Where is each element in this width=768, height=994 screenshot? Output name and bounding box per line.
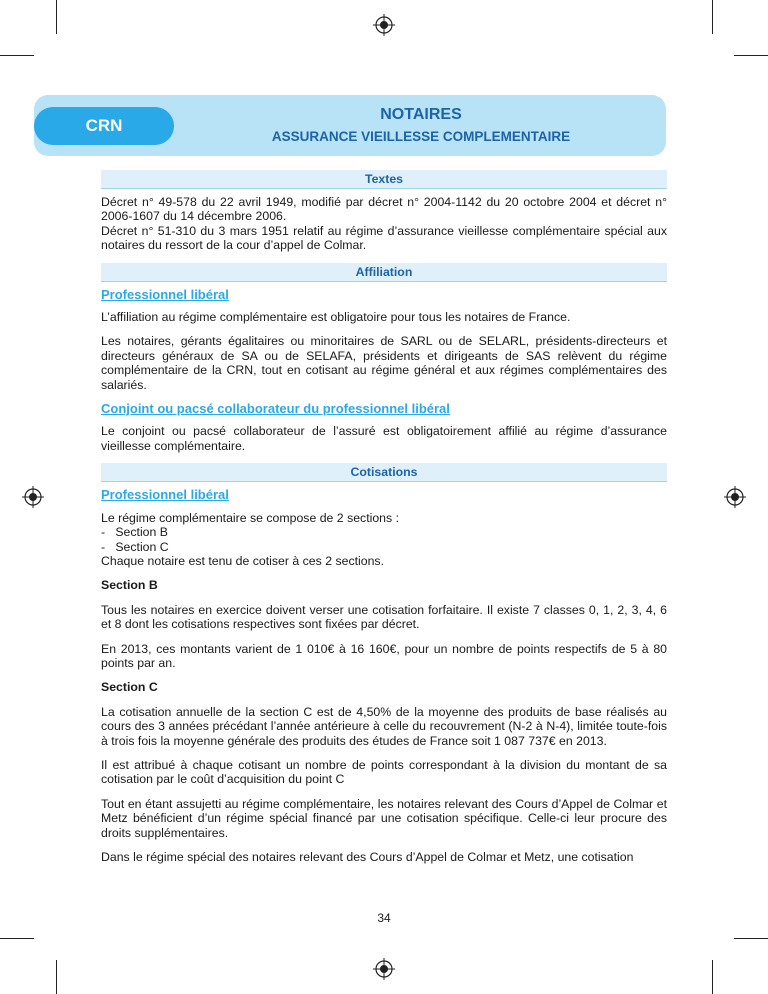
paragraph: Décret n° 51-310 du 3 mars 1951 relatif au régime d’assurance vieillesse complémentaire spécial aux notaires du ressort de la cour d’appel de Colmar. <box>101 223 667 253</box>
section-b-title: Section B <box>101 578 158 593</box>
list-item: - Section C <box>101 539 169 554</box>
paragraph: Le régime complémentaire se compose de 2 sections : <box>101 510 400 525</box>
paragraph: Chaque notaire est tenu de cotiser à ces 2 sections. <box>101 553 384 568</box>
paragraph: Tout en étant assujetti au régime complémentaire, les notaires relevant des Cours d’Appel de Colmar et Metz bénéficient d’un régime spécial financé par une cotisation spécifique. Celle-ci leur procure des droits supplémentaires. <box>101 796 667 840</box>
paragraph: L’affiliation au régime complémentaire est obligatoire pour tous les notaires de France. <box>101 310 571 325</box>
crop-mark <box>0 55 34 56</box>
crop-mark <box>712 960 713 994</box>
subheading-professionnel-liberal: Professionnel libéral <box>101 286 229 302</box>
list-item: - Section B <box>101 525 168 540</box>
crop-mark <box>712 0 713 34</box>
crop-mark <box>734 938 768 939</box>
registration-mark-icon <box>373 958 395 980</box>
crop-mark <box>56 0 57 34</box>
page-subtitle: ASSURANCE VIEILLESSE COMPLEMENTAIRE <box>271 129 571 144</box>
section-heading-affiliation: Affiliation <box>101 263 667 282</box>
section-heading-textes: Textes <box>101 170 667 189</box>
paragraph: Tous les notaires en exercice doivent verser une cotisation forfaitaire. Il existe 7 classes 0, 1, 2, 3, 4, 6 et 8 dont les cotisations respectives sont fixées par décret. <box>101 602 667 632</box>
crop-mark <box>56 960 57 994</box>
subheading-conjoint: Conjoint ou pacsé collaborateur du professionnel libéral <box>101 401 450 417</box>
registration-mark-icon <box>22 486 44 508</box>
crop-mark <box>0 938 34 939</box>
organisation-tag: CRN <box>34 107 174 145</box>
registration-mark-icon <box>724 486 746 508</box>
registration-mark-icon <box>373 14 395 36</box>
page-title: NOTAIRES <box>380 106 462 123</box>
crop-mark <box>734 55 768 56</box>
paragraph: Il est attribué à chaque cotisant un nombre de points correspondant à la division du montant de sa cotisation par le coût d’acquisition du point C <box>101 757 667 787</box>
paragraph: Décret n° 49-578 du 22 avril 1949, modifié par décret n° 2004-1142 du 20 octobre 2004 et décret n° 2006-1607 du 14 décembre 2006. <box>101 195 667 224</box>
paragraph: La cotisation annuelle de la section C est de 4,50% de la moyenne des produits de base réalisés au cours des 3 années précédant l’année antérieure à celle du recouvrement (N-2 à N-4), limitée toute-fois à trois fois la moyenne générale des produits des études de France soit 1 087 737€ en 2013. <box>101 704 667 748</box>
section-c-title: Section C <box>101 680 158 695</box>
paragraph: Dans le régime spécial des notaires relevant des Cours d’Appel de Colmar et Metz, une cotisation <box>101 850 634 864</box>
paragraph: Le conjoint ou pacsé collaborateur de l’assuré est obligatoirement affilié au régime d’assurance vieillesse complémentaire. <box>101 424 667 453</box>
page-number: 34 <box>377 911 391 925</box>
document-body <box>101 170 667 874</box>
subheading-professionnel-liberal: Professionnel libéral <box>101 487 229 503</box>
section-heading-cotisations: Cotisations <box>101 463 667 482</box>
paragraph: Les notaires, gérants égalitaires ou minoritaires de SARL ou de SELARL, présidents-directeurs et directeurs généraux de SA ou de SELAFA, présidents et dirigeants de SAS relèvent du régime complémentaire de la CRN, tout en cotisant au régime général et aux régimes complémentaires des salariés. <box>101 334 667 392</box>
paragraph: En 2013, ces montants varient de 1 010€ à 16 160€, pour un nombre de points respectifs de 5 à 80 points par an. <box>101 641 667 670</box>
